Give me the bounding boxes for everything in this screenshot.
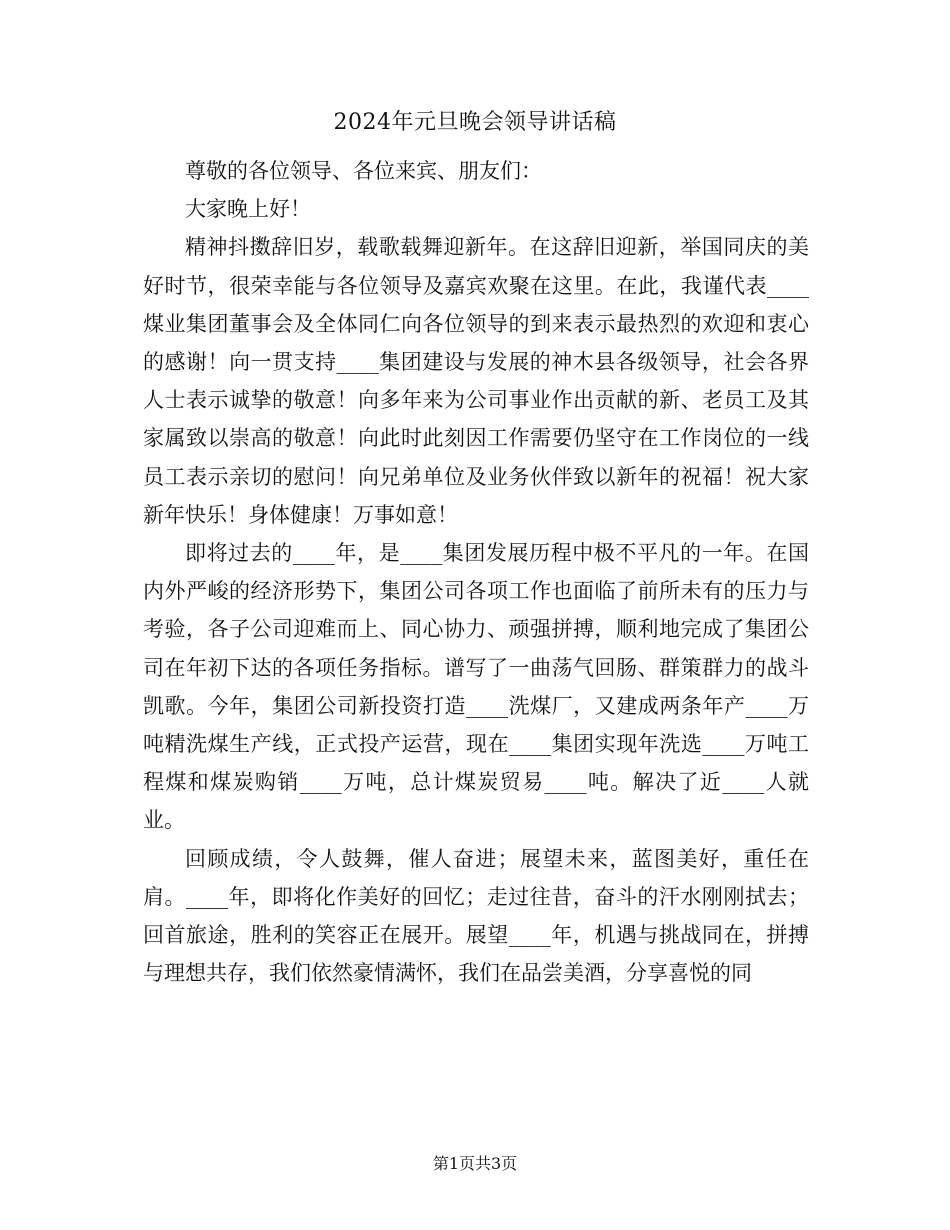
- paragraph-review: 即将过去的____年，是____集团发展历程中极不平凡的一年。在国内外严峻的经济形势下，集团公司各项工作也面临了前所未有的压力与考验，各子公司迎难而上、同心协力、顽强拼搏，顺利地完成了集团公司在年初下达的各项任务指标。谱写了一曲荡气回肠、群策群力的战斗凯歌。今年，集团公司新投资打造____洗煤厂，又建成两条年产____万吨精洗煤生产线，正式投产运营，现在____集团实现年洗选____万吨工程煤和煤炭购销____万吨，总计煤炭贸易____吨。解决了近____人就业。: [143, 541, 809, 833]
- paragraph-salutation: 尊敬的各位领导、各位来宾、朋友们：: [185, 159, 542, 183]
- paragraph-welcome: 精神抖擞辞旧岁，载歌载舞迎新年。在这辞旧迎新，举国同庆的美好时节，很荣幸能与各位领导及嘉宾欢聚在这里。在此，我谨代表____煤业集团董事会及全体同仁向各位领导的到来表示最热烈的欢迎和衷心的感谢！向一贯支持____集团建设与发展的神木县各级领导，社会各界人士表示诚挚的敬意！向多年来为公司事业作出贡献的新、老员工及其家属致以崇高的敬意！向此时此刻因工作需要仍坚守在工作岗位的一线员工表示亲切的慰问！向兄弟单位及业务伙伴致以新年的祝福！祝大家新年快乐！身体健康！万事如意！: [143, 235, 809, 527]
- paragraph-greeting: 大家晚上好！: [185, 197, 311, 222]
- document-body: [143, 152, 809, 992]
- document-title: 2024年元旦晚会领导讲话稿: [333, 110, 617, 135]
- page-number: 第1页共3页: [432, 1154, 518, 1173]
- paragraph-outlook: 回顾成绩，令人鼓舞，催人奋进；展望未来，蓝图美好，重任在肩。____年，即将化作美好的回忆；走过往昔，奋斗的汗水刚刚拭去；回首旅途，胜利的笑容正在展开。展望____年，机遇与挑战同在，拼搏与理想共存，我们依然豪情满怀，我们在品尝美酒，分享喜悦的同: [143, 846, 809, 986]
